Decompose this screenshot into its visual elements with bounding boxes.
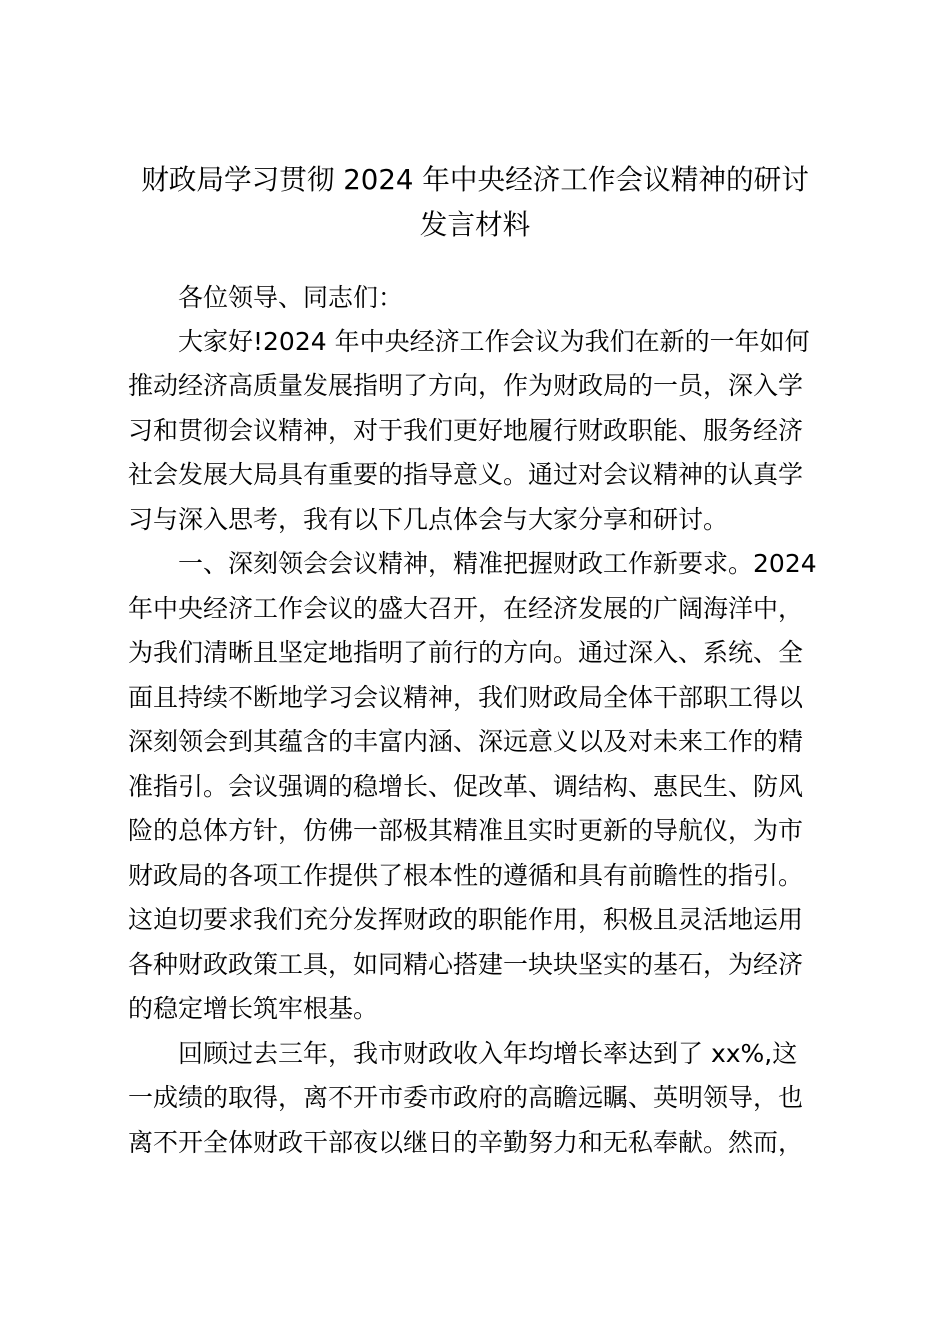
paragraph-line: 各种财政政策工具，如同精心搭建一块块坚实的基石，为经济 <box>128 950 804 979</box>
paragraph-line: 大家好!2024 年中央经济工作会议为我们在新的一年如何 <box>178 327 810 356</box>
paragraph-line: 为我们清晰且坚定地指明了前行的方向。通过深入、系统、全 <box>128 638 804 667</box>
salutation: 各位领导、同志们： <box>178 283 404 312</box>
paragraph-line: 一成绩的取得，离不开市委市政府的高瞻远瞩、英明领导，也 <box>128 1083 804 1112</box>
paragraph-line: 险的总体方针，仿佛一部极其精准且实时更新的导航仪，为市 <box>128 816 804 845</box>
paragraph-line: 离不开全体财政干部夜以继日的辛勤努力和无私奉献。然而， <box>128 1128 804 1157</box>
paragraph-line: 财政局的各项工作提供了根本性的遵循和具有前瞻性的指引。 <box>128 861 804 890</box>
section-heading-line: 一、深刻领会会议精神，精准把握财政工作新要求。2024 <box>178 549 817 578</box>
paragraph-line: 回顾过去三年，我市财政收入年均增长率达到了 xx%,这 <box>178 1039 798 1068</box>
paragraph-line: 这迫切要求我们充分发挥财政的职能作用，积极且灵活地运用 <box>128 905 804 934</box>
paragraph-line: 习和贯彻会议精神，对于我们更好地履行财政职能、服务经济 <box>128 416 804 445</box>
paragraph-line: 的稳定增长筑牢根基。 <box>128 994 379 1023</box>
paragraph-line: 推动经济高质量发展指明了方向，作为财政局的一员，深入学 <box>128 371 804 400</box>
paragraph-line: 社会发展大局具有重要的指导意义。通过对会议精神的认真学 <box>128 460 804 489</box>
paragraph-line: 深刻领会到其蕴含的丰富内涵、深远意义以及对未来工作的精 <box>128 727 804 756</box>
document-title-line-1: 财政局学习贯彻 2024 年中央经济工作会议精神的研讨 <box>141 163 809 196</box>
paragraph-line: 准指引。会议强调的稳增长、促改革、调结构、惠民生、防风 <box>128 772 804 801</box>
document-title-line-2: 发言材料 <box>419 208 531 241</box>
paragraph-line: 面且持续不断地学习会议精神，我们财政局全体干部职工得以 <box>128 683 804 712</box>
paragraph-line: 年中央经济工作会议的盛大召开，在经济发展的广阔海洋中， <box>128 594 804 623</box>
paragraph-line: 习与深入思考，我有以下几点体会与大家分享和研讨。 <box>128 505 729 534</box>
